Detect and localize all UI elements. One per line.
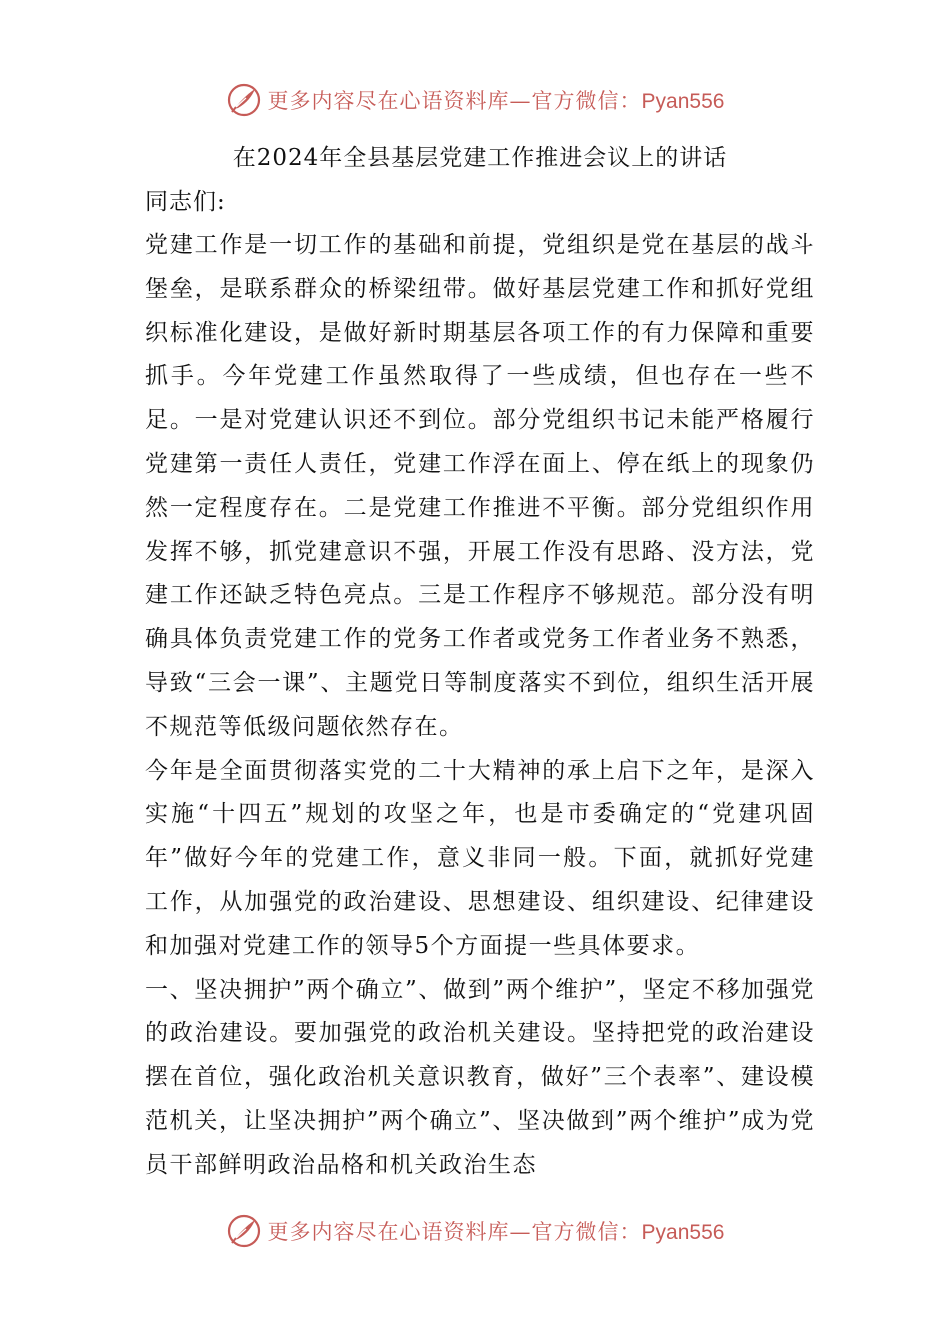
document-body — [145, 136, 815, 1188]
document-title: 在2024年全县基层党建工作推进会议上的讲话 — [232, 145, 728, 171]
salutation: 同志们: — [145, 189, 226, 215]
paragraph-2: 今年是全面贯彻落实党的二十大精神的承上启下之年，是深入实施“十四五”规划的攻坚之年，也是市委确定的“党建巩固年”做好今年的党建工作，意义非同一般。下面，就抓好党建工作，从加强党的政治建设、思想建设、组织建设、纪律建设和加强对党建工作的领导5个方面提一些具体要求。 — [145, 757, 815, 959]
wechat-id: Pyan556 — [641, 90, 725, 113]
quill-logo-icon — [226, 1213, 262, 1249]
paragraph-1: 党建工作是一切工作的基础和前提，党组织是党在基层的战斗堡垒，是联系群众的桥梁纽带。做好基层党建工作和抓好党组织标准化建设，是做好新时期基层各项工作的有力保障和重要抓手。今年党建工作虽然取得了一些成绩，但也存在一些不足。一是对党建认识还不到位。部分党组织书记未能严格履行党建第一责任人责任，党建工作浮在面上、停在纸上的现象仍然一定程度存在。二是党建工作推进不平衡。部分党组织作用发挥不够，抓党建意识不强，开展工作没有思路、没方法，党建工作还缺乏特色亮点。三是工作程序不够规范。部分没有明确具体负责党建工作的党务工作者或党务工作者业务不熟悉，导致“三会一课”、主题党日等制度落实不到位，组织生活开展不规范等低级问题依然存在。 — [145, 232, 815, 740]
quill-logo-icon — [226, 82, 262, 118]
watermark-text: 更多内容尽在心语资料库—官方微信：Pyan556 — [267, 89, 725, 113]
paragraph-3: 一、坚决拥护”两个确立”、做到”两个维护”，坚定不移加强党的政治建设。要加强党的政治机关建设。坚持把党的政治建设摆在首位，强化政治机关意识教育，做好”三个表率”、建设模范机关，让坚决拥护”两个确立”、坚决做到”两个维护”成为党员干部鲜明政治品格和机关政治生态 — [145, 976, 815, 1178]
watermark-text: 更多内容尽在心语资料库—官方微信：Pyan556 — [267, 1220, 725, 1244]
watermark-banner-top — [0, 78, 950, 122]
wechat-id: Pyan556 — [641, 1221, 725, 1244]
watermark-banner-bottom — [0, 1209, 950, 1253]
